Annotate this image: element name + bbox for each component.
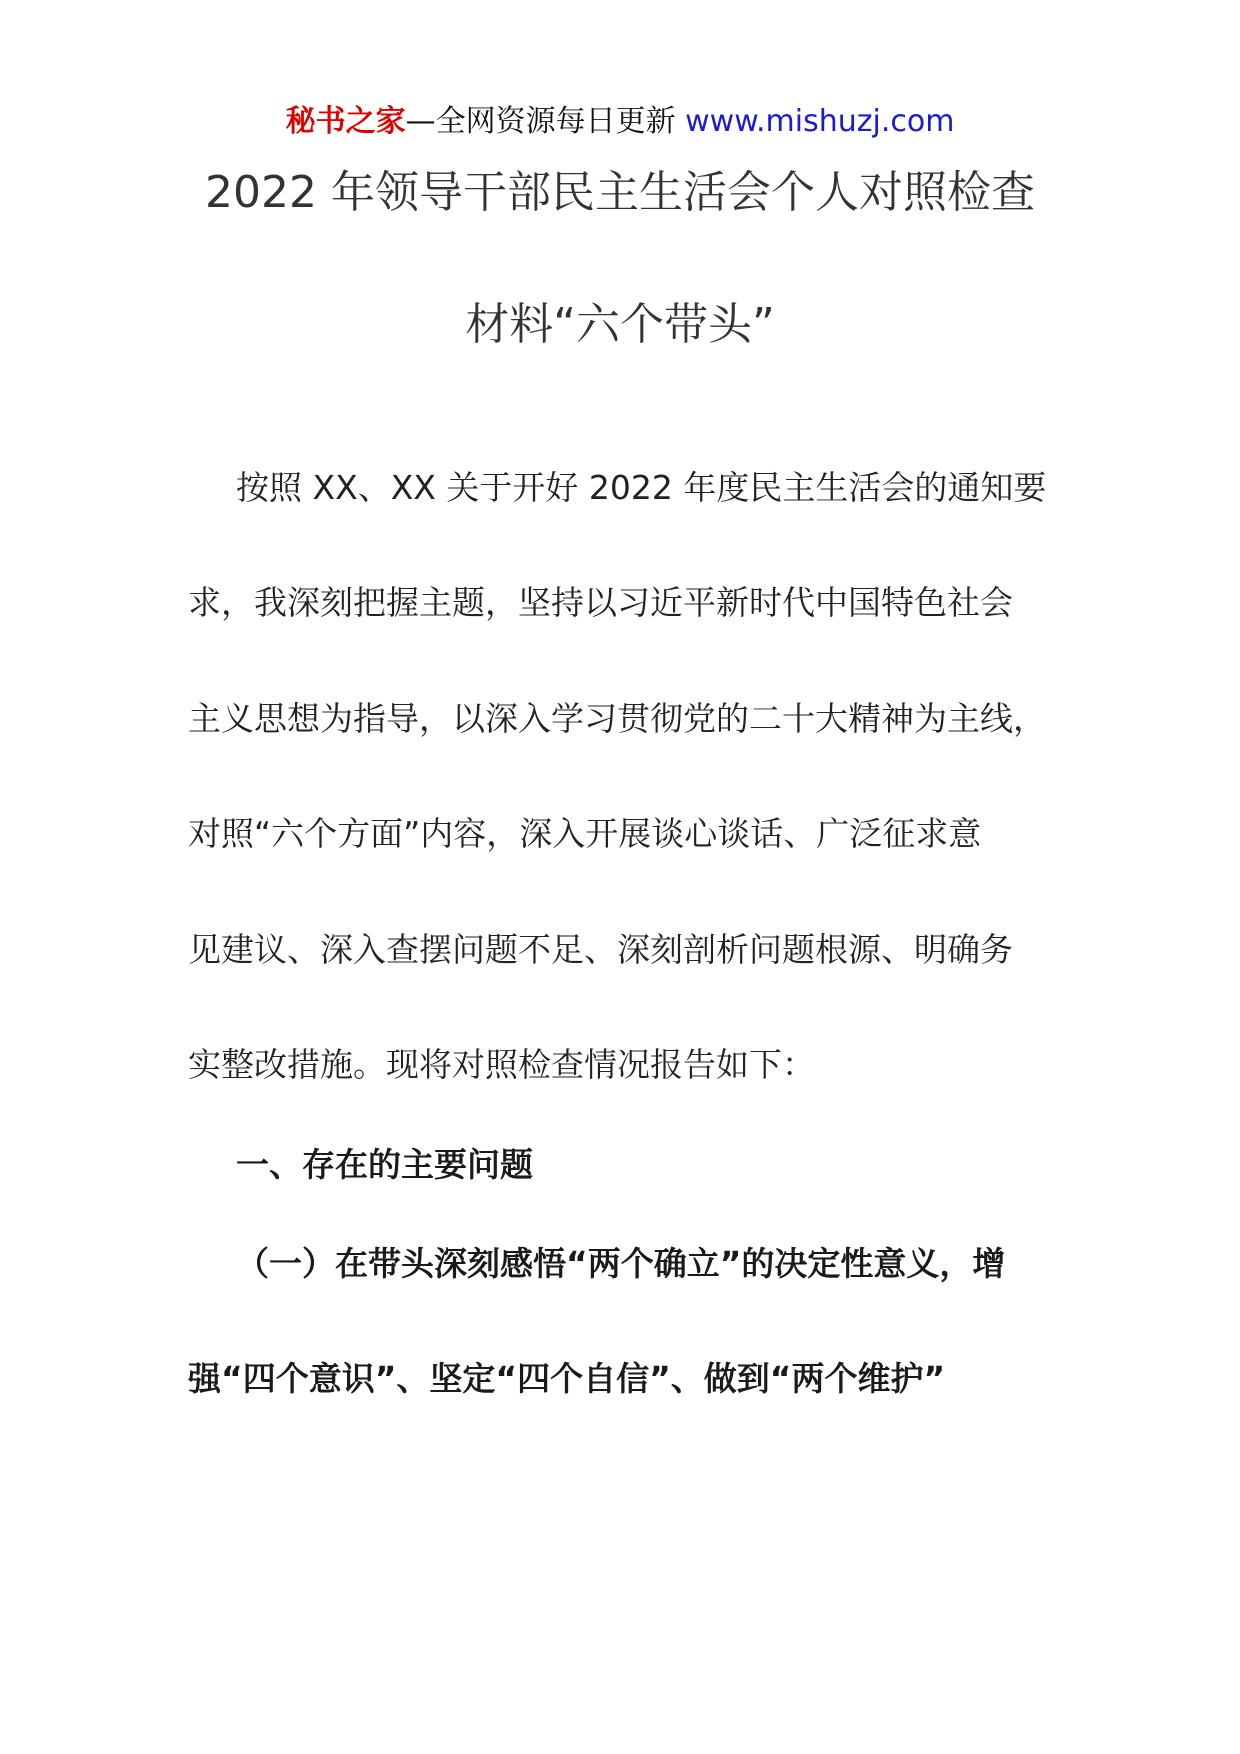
intro-paragraph-line: 求，我深刻把握主题，坚持以习近平新时代中国特色社会 [188, 583, 1013, 622]
intro-paragraph-line: 按照 XX、XX 关于开好 2022 年度民主生活会的通知要 [236, 468, 1047, 507]
site-header [0, 102, 1240, 142]
intro-paragraph-line: 对照“六个方面”内容，深入开展谈心谈话、广泛征求意 [188, 814, 982, 853]
subsection-heading-line: 强“四个意识”、坚定“四个自信”、做到“两个维护” [188, 1359, 946, 1398]
intro-paragraph-line: 实整改措施。现将对照检查情况报告如下： [188, 1045, 815, 1084]
intro-paragraph-line: 见建议、深入查摆问题不足、深刻剖析问题根源、明确务 [188, 930, 1013, 969]
document-title-line-2: 材料“六个带头” [465, 299, 775, 350]
site-brand: 秘书之家 [285, 104, 406, 139]
section-heading: 一、存在的主要问题 [236, 1145, 533, 1184]
intro-paragraph-line: 主义思想为指导，以深入学习贯彻党的二十大精神为主线， [188, 699, 1046, 738]
subsection-heading-line: （一）在带头深刻感悟“两个确立”的决定性意义，增 [236, 1244, 1006, 1283]
document-title-line-1: 2022 年领导干部民主生活会个人对照检查 [205, 167, 1035, 218]
site-slogan: —全网资源每日更新 [405, 104, 676, 139]
site-url-link[interactable]: www.mishuzj.com [685, 104, 955, 139]
